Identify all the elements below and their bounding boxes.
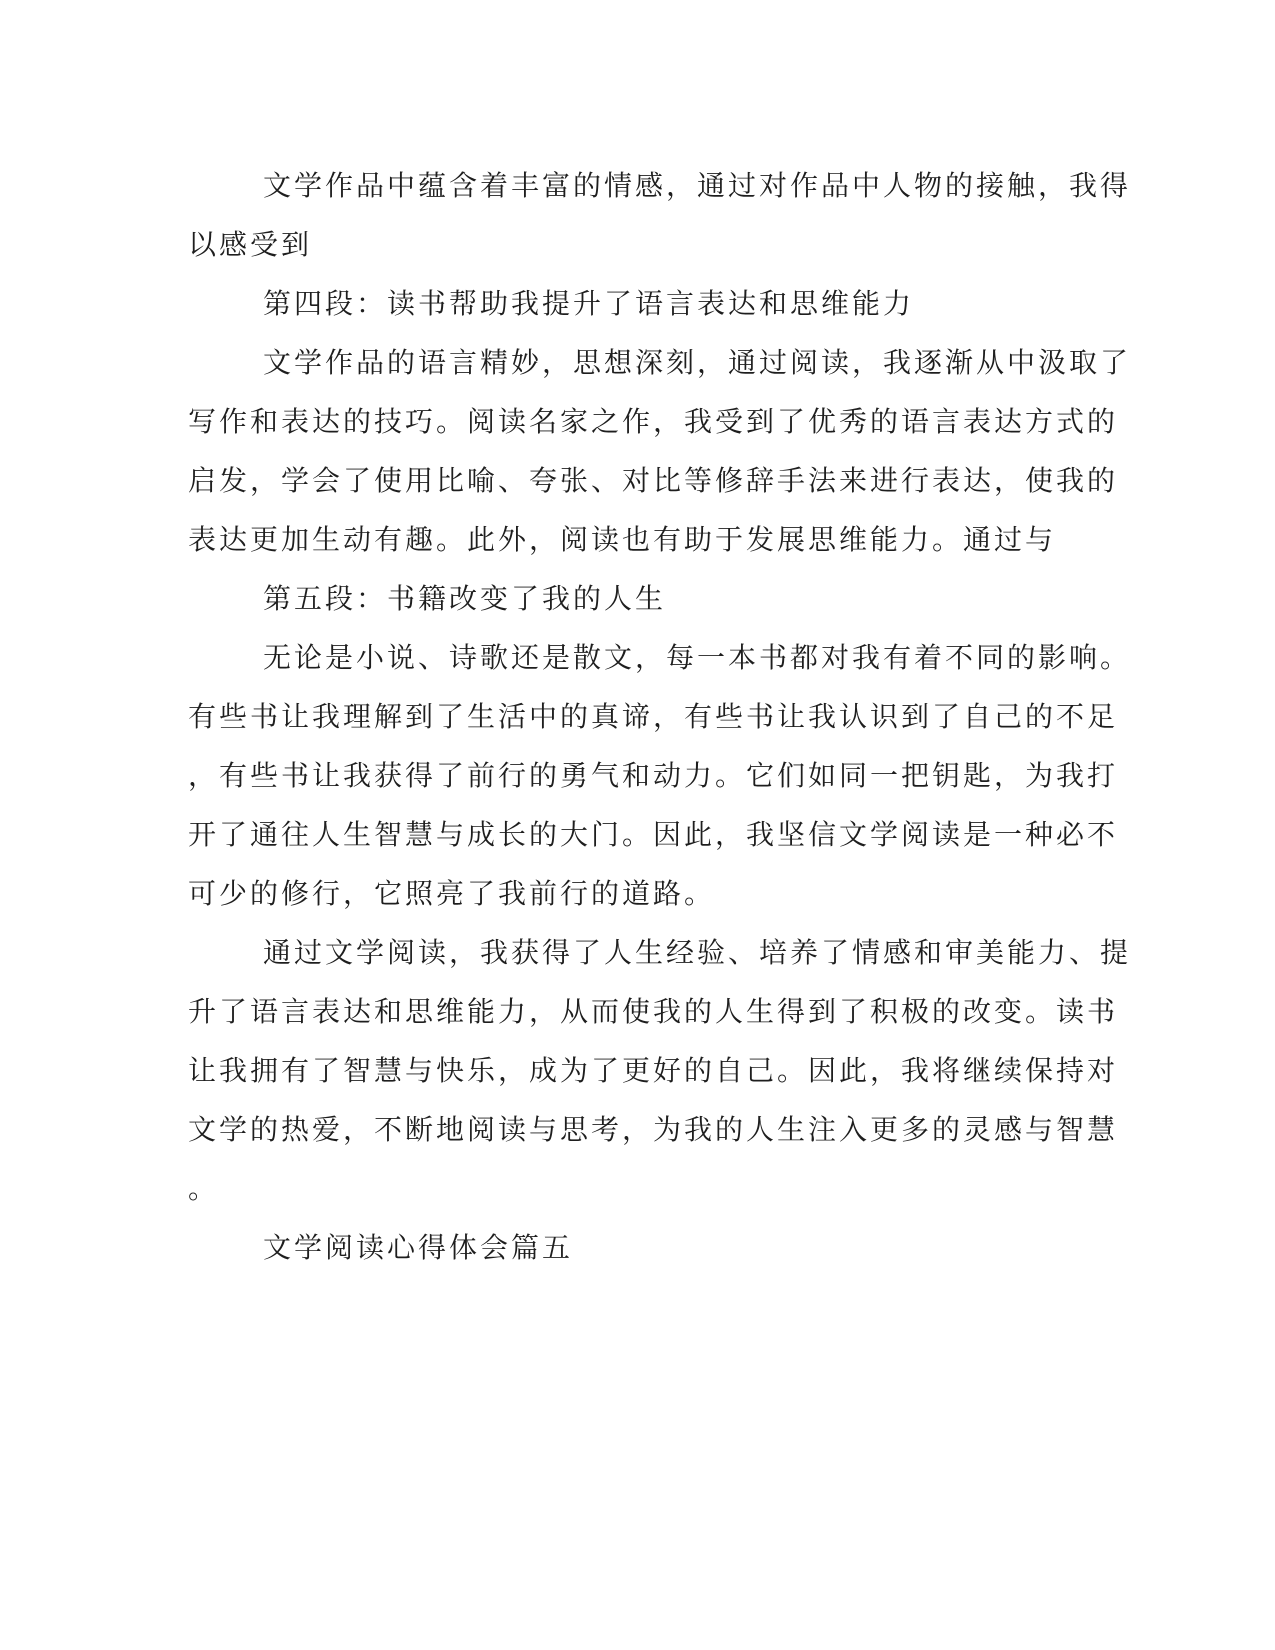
paragraph-body xyxy=(188,156,1132,274)
text-line: 可少的修行，它照亮了我前行的道路。 xyxy=(188,877,716,910)
text-line: ，有些书让我获得了前行的勇气和动力。它们如同一把钥匙，为我打 xyxy=(188,759,1119,792)
section-heading xyxy=(188,274,1078,333)
text-line: 升了语言表达和思维能力，从而使我的人生得到了积极的改变。读书 xyxy=(188,995,1119,1028)
text-line: 开了通往人生智慧与成长的大门。因此，我坚信文学阅读是一种必不 xyxy=(188,818,1119,851)
heading-line: 第四段：读书帮助我提升了语言表达和思维能力 xyxy=(263,287,915,320)
paragraph-body xyxy=(188,923,1132,1218)
text-line: 。 xyxy=(188,1172,220,1205)
paragraph-body xyxy=(188,628,1132,923)
section-heading xyxy=(188,569,1078,628)
text-line: 通过文学阅读，我获得了人生经验、培养了情感和审美能力、提 xyxy=(263,936,1132,969)
text-line: 让我拥有了智慧与快乐，成为了更好的自己。因此，我将继续保持对 xyxy=(188,1054,1119,1087)
document-body xyxy=(188,156,1132,1277)
text-line: 文学作品中蕴含着丰富的情感，通过对作品中人物的接触，我得 xyxy=(263,169,1132,202)
section-heading xyxy=(188,1218,1078,1277)
text-line: 有些书让我理解到了生活中的真谛，有些书让我认识到了自己的不足 xyxy=(188,700,1119,733)
paragraph-body xyxy=(188,333,1132,569)
text-line: 无论是小说、诗歌还是散文，每一本书都对我有着不同的影响。 xyxy=(263,641,1132,674)
text-line: 写作和表达的技巧。阅读名家之作，我受到了优秀的语言表达方式的 xyxy=(188,405,1119,438)
heading-line: 第五段：书籍改变了我的人生 xyxy=(263,582,667,615)
text-line: 以感受到 xyxy=(188,228,313,261)
text-line: 启发，学会了使用比喻、夸张、对比等修辞手法来进行表达，使我的 xyxy=(188,464,1119,497)
text-line: 文学作品的语言精妙，思想深刻，通过阅读，我逐渐从中汲取了 xyxy=(263,346,1132,379)
text-line: 表达更加生动有趣。此外，阅读也有助于发展思维能力。通过与 xyxy=(188,523,1057,556)
heading-line: 文学阅读心得体会篇五 xyxy=(263,1231,574,1264)
text-line: 文学的热爱，不断地阅读与思考，为我的人生注入更多的灵感与智慧 xyxy=(188,1113,1119,1146)
